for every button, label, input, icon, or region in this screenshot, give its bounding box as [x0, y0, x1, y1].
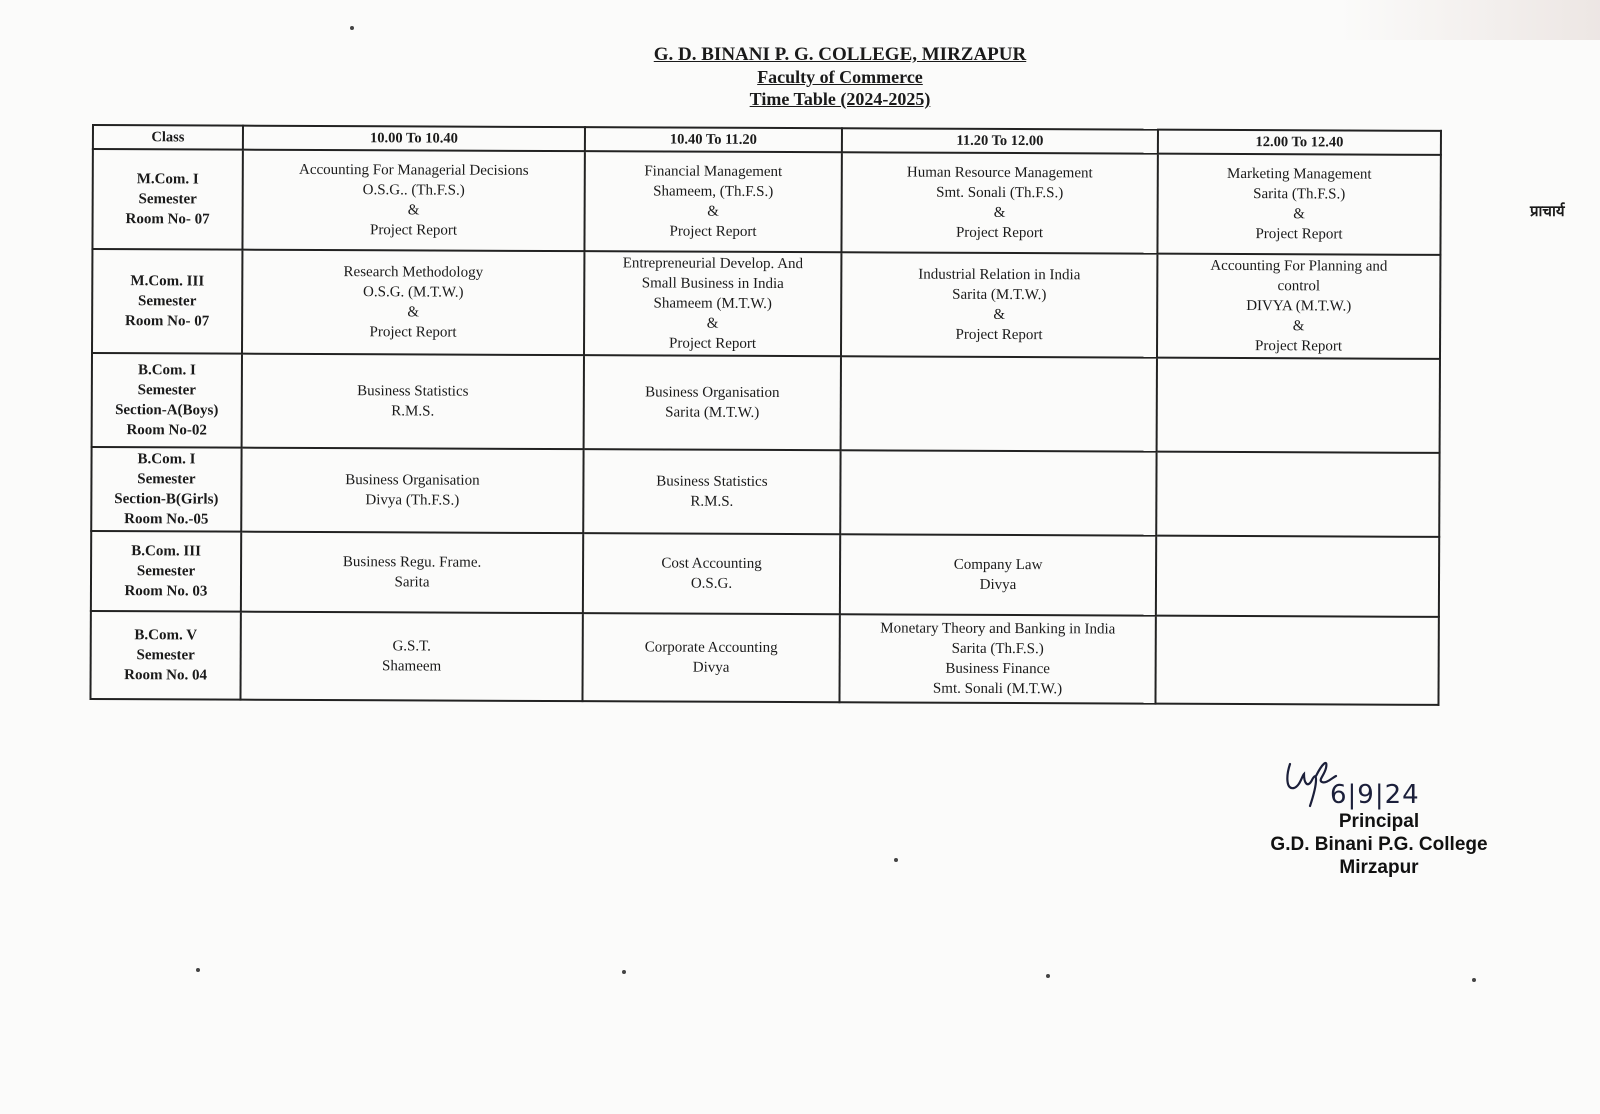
period-cell-line: & — [993, 306, 1006, 323]
class-cell-line: B.Com. III — [131, 543, 201, 560]
period-cell-line: Business Organisation — [645, 384, 780, 402]
period-cell-line: Divya — [979, 576, 1017, 594]
period-cell — [242, 150, 584, 251]
period-cell-line: & — [1293, 206, 1305, 223]
period-cell-line: Financial Management — [644, 163, 783, 181]
period-cell-line: Sarita — [394, 574, 430, 591]
period-cell — [841, 252, 1157, 357]
timetable-row — [91, 531, 1439, 617]
period-cell — [1156, 452, 1439, 537]
period-cell — [840, 534, 1156, 615]
column-header-class: Class — [93, 125, 243, 150]
period-cell — [240, 612, 582, 701]
period-cell-line: Cost Accounting — [661, 555, 762, 572]
period-cell-line: Monetary Theory and Banking in India — [880, 620, 1116, 638]
period-cell-line: Project Report — [369, 324, 457, 341]
period-cell-line: Smt. Sonali (Th.F.S.) — [936, 184, 1064, 202]
period-cell-line: Small Business in India — [641, 275, 784, 293]
period-cell-line: DIVYA (M.T.W.) — [1246, 298, 1352, 315]
period-cell — [583, 449, 840, 534]
period-cell — [841, 152, 1157, 253]
period-cell-line: Research Methodology — [343, 264, 484, 281]
class-cell-line: Semester — [138, 191, 197, 208]
period-cell-line: & — [407, 304, 420, 321]
column-header-slot-1: 10.00 To 10.40 — [243, 126, 585, 151]
signature-date: 6|9|24 — [1330, 780, 1420, 810]
period-cell-line: O.S.G. (M.T.W.) — [363, 284, 464, 301]
period-cell — [841, 356, 1157, 451]
period-cell-line: Smt. Sonali (M.T.W.) — [932, 680, 1063, 698]
period-cell-line: Entrepreneurial Develop. And — [622, 255, 804, 273]
period-cell-line: Project Report — [668, 335, 757, 352]
class-cell-line: Semester — [138, 293, 197, 310]
class-cell — [90, 611, 240, 700]
period-cell-line: Project Report — [1255, 226, 1343, 243]
period-cell-line: Sarita (Th.F.S.) — [951, 640, 1044, 658]
period-cell-line: Shameem, (Th.F.S.) — [653, 183, 774, 200]
period-cell — [840, 450, 1156, 535]
period-cell-line: Divya (Th.F.S.) — [365, 492, 460, 509]
period-cell-line: Business Organisation — [345, 472, 480, 489]
class-cell — [92, 249, 242, 354]
period-cell-line: R.M.S. — [391, 403, 435, 420]
period-cell-line: Project Report — [369, 222, 458, 239]
class-cell-line: Semester — [136, 563, 196, 580]
period-cell — [1157, 254, 1440, 359]
period-cell — [584, 251, 841, 356]
period-cell — [839, 614, 1155, 703]
period-cell-line: Accounting For Planning and — [1210, 257, 1388, 275]
document-header — [0, 44, 1600, 110]
class-cell-line: Room No- 07 — [125, 211, 210, 228]
class-cell-line: M.Com. I — [136, 171, 199, 188]
timetable-row — [92, 249, 1440, 359]
period-cell — [582, 613, 839, 702]
class-cell-line: Section-B(Girls) — [114, 491, 219, 508]
period-cell-line: Divya — [692, 659, 730, 676]
timetable-row — [92, 353, 1440, 453]
period-cell — [1156, 536, 1439, 617]
period-cell-line: Accounting For Managerial Decisions — [299, 161, 529, 179]
class-cell-line: Section-A(Boys) — [115, 402, 219, 419]
column-header-slot-3: 11.20 To 12.00 — [842, 128, 1158, 153]
period-cell-line: & — [407, 202, 420, 219]
period-cell-line: Human Resource Management — [906, 164, 1093, 182]
period-cell-line: Project Report — [669, 223, 757, 240]
class-cell-line: B.Com. I — [137, 362, 196, 379]
period-cell-line: & — [993, 204, 1006, 221]
timetable-row — [91, 447, 1439, 537]
class-cell-line: B.Com. I — [137, 451, 196, 468]
class-cell-line: Room No. 03 — [124, 583, 208, 600]
class-cell-line: Room No- 07 — [125, 313, 210, 330]
class-cell — [92, 149, 242, 250]
period-cell-line: Marketing Management — [1226, 165, 1372, 183]
period-cell-line: Shameem — [382, 658, 442, 675]
period-cell-line: & — [1292, 318, 1305, 335]
period-cell — [242, 250, 584, 355]
faculty-name: Faculty of Commerce — [757, 67, 923, 87]
class-cell-line: Semester — [136, 647, 195, 664]
class-cell-line: Semester — [137, 382, 197, 399]
scan-speck — [894, 858, 898, 862]
scan-speck — [622, 970, 626, 974]
period-cell-line: & — [707, 203, 719, 220]
column-header-slot-4: 12.00 To 12.40 — [1158, 130, 1441, 155]
class-cell — [92, 353, 242, 448]
period-cell — [241, 448, 583, 533]
period-cell-line: Sarita (M.T.W.) — [952, 286, 1047, 304]
period-cell-line: Project Report — [955, 326, 1043, 344]
stamp-line-college: G.D. Binani P.G. College — [1270, 834, 1488, 855]
class-cell-line: Room No-02 — [126, 422, 207, 439]
period-cell — [583, 533, 840, 614]
period-cell-line: Corporate Accounting — [644, 639, 778, 656]
period-cell — [241, 532, 583, 613]
period-cell-line: G.S.T. — [392, 638, 431, 655]
period-cell-line: O.S.G. — [690, 575, 733, 592]
class-cell-line: Room No. 04 — [124, 667, 208, 684]
period-cell-line: Business Statistics — [656, 473, 768, 490]
scan-speck — [1472, 978, 1476, 982]
period-cell-line: Sarita (M.T.W.) — [665, 404, 760, 421]
period-cell — [584, 355, 841, 450]
period-cell-line: Business Regu. Frame. — [342, 554, 482, 571]
timetable-title: Time Table (2024-2025) — [749, 89, 931, 109]
period-cell-line: Industrial Relation in India — [918, 266, 1081, 284]
period-cell-line: O.S.G.. (Th.F.S.) — [362, 182, 465, 199]
class-cell-line: M.Com. III — [130, 273, 205, 290]
period-cell-line: Shameem (M.T.W.) — [653, 295, 772, 312]
period-cell-line: Sarita (Th.F.S.) — [1253, 186, 1346, 203]
class-cell-line: Room No.-05 — [124, 511, 209, 528]
period-cell-line: & — [706, 315, 719, 332]
scan-speck — [1046, 974, 1050, 978]
period-cell-line: control — [1277, 278, 1321, 295]
class-cell — [91, 447, 241, 532]
period-cell-line: Business Finance — [945, 660, 1050, 678]
principal-stamp — [1244, 810, 1514, 879]
class-cell-line: Semester — [137, 471, 196, 488]
class-cell — [91, 531, 241, 612]
period-cell — [1157, 154, 1440, 255]
stamp-line-designation: Principal — [1338, 811, 1420, 832]
paper-shade — [1340, 0, 1600, 40]
column-header-slot-2: 10.40 To 11.20 — [585, 127, 842, 152]
period-cell-line: Business Statistics — [357, 383, 469, 400]
period-cell — [1157, 358, 1440, 453]
timetable-body — [90, 149, 1440, 705]
period-cell — [584, 151, 841, 252]
timetable-row — [90, 611, 1438, 705]
college-name: G. D. BINANI P. G. COLLEGE, MIRZAPUR — [653, 44, 1027, 65]
period-cell-line: Project Report — [1254, 338, 1343, 355]
principal-hindi-label: प्राचार्य — [1530, 202, 1565, 220]
class-cell-line: B.Com. V — [134, 627, 198, 644]
stamp-line-city: Mirzapur — [1339, 857, 1419, 878]
period-cell-line: Company Law — [953, 556, 1043, 574]
period-cell — [242, 354, 584, 449]
timetable — [89, 124, 1442, 706]
period-cell-line: R.M.S. — [690, 493, 734, 510]
timetable-row — [92, 149, 1440, 255]
scan-speck — [350, 26, 354, 30]
period-cell — [1155, 616, 1438, 705]
scan-speck — [196, 968, 200, 972]
period-cell-line: Project Report — [955, 224, 1044, 242]
